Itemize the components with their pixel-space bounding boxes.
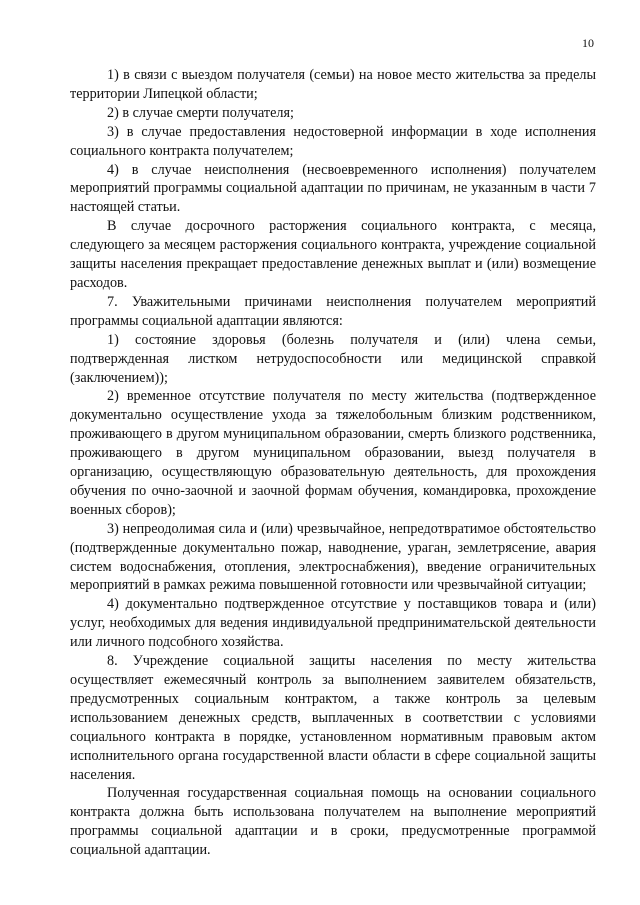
paragraph: 3) в случае предоставления недостоверной информации в ходе исполнения социального контракта получателем;: [70, 123, 596, 159]
paragraph: 2) в случае смерти получателя;: [107, 104, 294, 121]
paragraph: 8. Учреждение социальной защиты населения по месту жительства осуществляет ежемесячный контроль за выполнением заявителем обязательств, предусмотренных социальным контрактом, а также контроль за целевым использованием денежных средств, выплаченных в соответствии с условиями социального контракта в порядке, установленном нормативным правовым актом исполнительного органа государственной власти области в сфере социальной защиты населения.: [70, 653, 596, 783]
paragraph: 4) в случае неисполнения (несвоевременного исполнения) получателем мероприятий программы социальной адаптации по причинам, не указанным в части 7 настоящей статьи.: [70, 161, 596, 216]
paragraph: Полученная государственная социальная помощь на основании социального контракта должна быть использована получателем на выполнение мероприятий программы социальной адаптации и в сроки, предусмотренные программой социальной адаптации.: [70, 785, 596, 859]
paragraph: 1) в связи с выездом получателя (семьи) на новое место жительства за пределы территории Липецкой области;: [70, 67, 596, 102]
page-number: 10: [582, 36, 594, 50]
document-body: [70, 66, 596, 860]
paragraph: 2) временное отсутствие получателя по месту жительства (подтвержденное документально осуществление ухода за тяжелобольным близким родственником, проживающего в другом муниципальном образовании, смерть близкого родственника, проживающего в другом муниципальном образовании, выезд получателя в организацию, осуществляющую образовательную деятельность, для прохождения обучения по очно-заочной и заочной формам обучения, командировка, прохождение военных сборов);: [70, 388, 596, 518]
paragraph: 4) документально подтвержденное отсутствие у поставщиков товара и (или) услуг, необходимых для ведения индивидуальной предпринимательской деятельности или личного подсобного хозяйства.: [70, 596, 596, 651]
paragraph: В случае досрочного расторжения социального контракта, с месяца, следующего за месяцем расторжения социального контракта, учреждение социальной защиты населения прекращает предоставление денежных выплат и (или) возмещение расходов.: [70, 218, 596, 291]
paragraph: 3) непреодолимая сила и (или) чрезвычайное, непредотвратимое обстоятельство (подтвержденные документально пожар, наводнение, ураган, землетрясение, авария систем водоснабжения, отопления, электроснабжения), введение ограничительных мероприятий в рамках режима повышенной готовности или чрезвычайной ситуации;: [70, 520, 596, 594]
paragraph: 7. Уважительными причинами неисполнения получателем мероприятий программы социальной адаптации являются:: [70, 293, 596, 329]
paragraph: 1) состояние здоровья (болезнь получателя и (или) члена семьи, подтвержденная листком нетрудоспособности или медицинской справкой (заключением));: [70, 331, 596, 386]
